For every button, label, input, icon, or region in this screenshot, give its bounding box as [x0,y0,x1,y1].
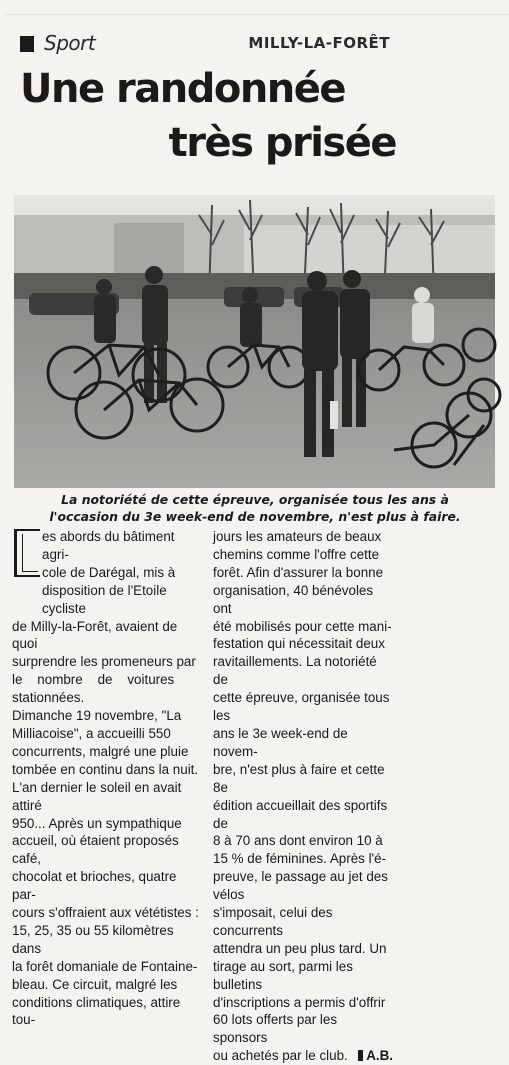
article-line: conditions climatiques, attire tou- [12,994,181,1028]
article-column-right [213,528,393,1065]
article-line: d'inscriptions a permis d'offrir [213,994,386,1010]
section-marker [20,36,34,52]
article-line: ans le 3e week-end de novem- [213,725,348,759]
article-line: L'an dernier le soleil en avait attiré [12,779,182,813]
caption-line-2: l'occasion du 3e week-end de novembre, n'est plus à faire. [49,508,461,524]
signature-marker [358,1050,363,1061]
article-line: jours les amateurs de beaux [213,529,382,544]
article-line: forêt. Afin d'assurer la bonne [213,564,384,580]
article-line: bleau. Ce circuit, malgré les [12,976,178,992]
article-last-line [213,1047,393,1065]
article-line: preuve, le passage au jet des vélos [213,869,388,903]
article-line: stationnées. [12,690,85,706]
article-line: organisation, 40 bénévoles ont [213,582,374,616]
headline [20,66,400,166]
article-line: concurrents, malgré une pluie [12,743,189,759]
article-line: cette épreuve, organisée tous les [213,690,390,724]
section-label: Sport [44,31,96,55]
article-column-left [12,528,204,1029]
article-line: 15, 25, 35 ou 55 kilomètres dans [12,922,174,956]
article-line: cours s'offraient aux vététistes : [12,905,199,921]
article-line: es abords du bâtiment agri- [42,529,175,562]
article-line: 8 à 70 ans dont environ 10 à [213,833,383,849]
article-line: édition accueillait des sportifs de [213,797,388,831]
signature [358,1047,393,1065]
signature-initials: A.B. [366,1048,393,1064]
article-line: accueil, où étaient proposés café, [12,833,179,867]
article-line: tombée en continu dans la nuit. [12,761,199,777]
cyclists-photo-illustration [14,195,495,488]
article-line: cole de Darégal, mis à [42,564,176,580]
article-line: 950... Après un sympathique [12,815,182,831]
article-line: festation qui nécessitait deux [213,636,385,652]
article-line: la forêt domaniale de Fontaine- [12,958,198,974]
article-line: Dimanche 19 novembre, "La [12,708,182,724]
article-line: tirage au sort, parmi les bulletins [213,958,353,992]
top-rule [4,14,509,15]
article-line: été mobilisés pour cette mani- [213,618,392,634]
article-line: de Milly-la-Forêt, avaient de quoi [12,618,178,652]
article-line: chemins comme l'offre cette [213,546,380,562]
article-line: ou achetés par le club. [213,1048,348,1064]
article-line: le nombre de voitures [12,672,175,688]
article-line: s'imposait, celui des concurrents [213,905,333,938]
article-line: bre, n'est plus à faire et cette 8e [213,761,385,795]
article-photo [14,195,495,488]
article-line: 60 lots offerts par les sponsors [213,1012,338,1046]
article-line: chocolat et brioches, quatre par- [12,869,177,903]
article-line: disposition de l'Etoile cycliste [42,582,167,616]
article-line: surprendre les promeneurs par [12,654,196,670]
photo-caption [20,492,490,525]
section-header [6,22,390,66]
article-line: Milliacoise", a accueilli 550 [12,725,171,741]
location-label: MILLY-LA-FORÊT [248,34,390,52]
headline-line-2: très prisée [168,120,396,166]
article-line: attendra un peu plus tard. Un [213,940,387,956]
caption-line-1: La notoriété de cette épreuve, organisée tous les ans à [61,492,449,507]
article-line: ravitaillements. La notoriété de [213,654,377,688]
article-line: 15 % de féminines. Après l'é- [213,851,387,867]
headline-line-1: Une randonnée [20,66,346,112]
